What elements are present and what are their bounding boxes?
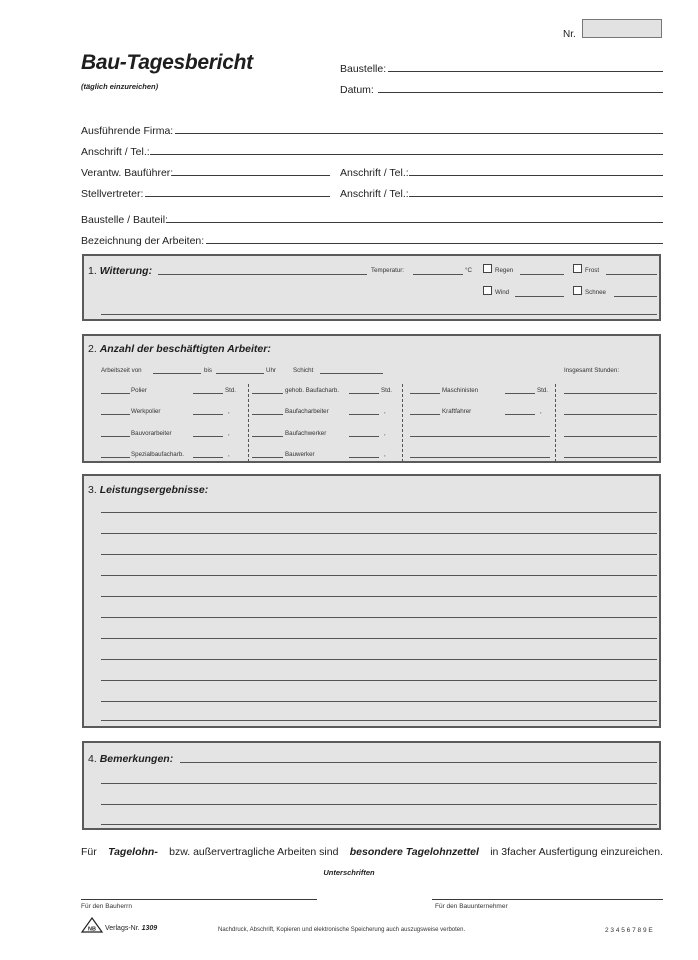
copyright-notice: Nachdruck, Abschrift, Kopieren und elektronische Speicherung auch auszugsweise verboten. — [218, 927, 466, 933]
bauleiter-field[interactable] — [172, 175, 330, 176]
stellvertreter-field[interactable] — [145, 196, 330, 197]
leistung-line[interactable] — [101, 596, 657, 597]
verlag-nr: Verlags-Nr. 1309 — [105, 925, 158, 932]
publisher-logo — [81, 917, 103, 933]
stellvertreter-label: Stellvertreter: — [81, 188, 144, 200]
wind-field[interactable] — [515, 296, 564, 297]
arbeiten-field[interactable] — [206, 243, 663, 244]
polier-label: Polier — [131, 387, 147, 394]
anschrift-3-field[interactable] — [409, 196, 663, 197]
bemerkungen-title: 4. Bemerkungen: — [88, 753, 174, 765]
witterung-title: 1. Witterung: — [88, 265, 153, 277]
gehob-baufacharb-label: gehob. Baufacharb. — [285, 387, 340, 394]
firma-field[interactable] — [175, 133, 663, 134]
witterung-field[interactable] — [158, 274, 367, 275]
anschrift-2-field[interactable] — [409, 175, 663, 176]
werkpolier-hours[interactable] — [193, 414, 223, 415]
kraftfahrer-label: Kraftfahrer — [442, 408, 472, 415]
frost-label: Frost — [585, 267, 600, 274]
baufacharbeiter-count[interactable] — [252, 414, 283, 415]
werkpolier-count[interactable] — [101, 414, 130, 415]
bis-label: bis — [204, 367, 212, 374]
schicht-label: Schicht — [293, 367, 314, 374]
anschrift-2-label: Anschrift / Tel.: — [340, 167, 409, 179]
witterung-extra-line[interactable] — [101, 314, 657, 315]
kraftfahrer-hours[interactable] — [505, 414, 535, 415]
leistung-line[interactable] — [101, 720, 657, 721]
insgesamt-line[interactable] — [564, 393, 657, 394]
signatures-heading: Unterschriften — [323, 868, 375, 877]
leistung-line[interactable] — [101, 617, 657, 618]
nr-label: Nr. — [563, 29, 576, 40]
baufachwerker-hours[interactable] — [349, 436, 379, 437]
regen-checkbox[interactable] — [483, 264, 492, 273]
ditto-mark: , — [540, 408, 542, 415]
leistung-title: 3. Leistungsergebnisse: — [88, 484, 209, 496]
unternehmer-label: Für den Bauunternehmer — [435, 903, 508, 910]
column-divider — [555, 384, 556, 462]
arbeitszeit-von-field[interactable] — [153, 373, 201, 374]
arbeiter-title: 2. Anzahl der beschäftigten Arbeiter: — [88, 343, 271, 355]
gehob-baufacharb-hours[interactable] — [349, 393, 379, 394]
insgesamt-label: Insgesamt Stunden: — [564, 367, 620, 374]
polier-count[interactable] — [101, 393, 130, 394]
schicht-field[interactable] — [320, 373, 383, 374]
schnee-field[interactable] — [614, 296, 657, 297]
bauleiter-label: Verantw. Bauführer: — [81, 167, 174, 179]
ditto-mark: , — [384, 408, 386, 415]
regen-field[interactable] — [520, 274, 564, 275]
arbeitszeit-bis-field[interactable] — [216, 373, 264, 374]
section-arbeiter — [82, 334, 661, 463]
insgesamt-line[interactable] — [564, 436, 657, 437]
section-bemerkungen — [82, 741, 661, 830]
frost-field[interactable] — [606, 274, 657, 275]
bauwerker-count[interactable] — [252, 457, 283, 458]
wind-label: Wind — [495, 289, 510, 296]
page-title: Bau-Tagesbericht — [81, 51, 253, 74]
leistung-line[interactable] — [101, 659, 657, 660]
std-label: Std. — [381, 387, 393, 394]
tagelohn-note: Für Tagelohn- bzw. außervertragliche Arbeiten sind besondere Tagelohnzettel in 3facher Ausfertigung einzureichen. — [81, 846, 663, 858]
std-label: Std. — [537, 387, 549, 394]
gehob-baufacharb-count[interactable] — [252, 393, 283, 394]
firma-label: Ausführende Firma: — [81, 125, 174, 137]
wind-checkbox[interactable] — [483, 286, 492, 295]
bauteil-label: Baustelle / Bauteil: — [81, 214, 168, 226]
uhr-label: Uhr — [266, 367, 276, 374]
datum-label: Datum: — [340, 84, 374, 96]
ditto-mark: , — [228, 408, 230, 415]
nr-field[interactable] — [582, 19, 662, 38]
baustelle-label: Baustelle: — [340, 63, 387, 75]
column-divider — [402, 384, 403, 462]
ditto-mark: , — [228, 451, 230, 458]
bauvorarbeiter-count[interactable] — [101, 436, 130, 437]
leistung-line[interactable] — [101, 533, 657, 534]
baustelle-field[interactable] — [388, 71, 663, 72]
ditto-mark: , — [384, 451, 386, 458]
leistung-line[interactable] — [101, 701, 657, 702]
arbeitszeit-label: Arbeitszeit von — [101, 367, 142, 374]
ditto-mark: , — [384, 430, 386, 437]
kraftfahrer-count[interactable] — [410, 414, 440, 415]
bemerkungen-line[interactable] — [180, 762, 657, 763]
bauherr-signature-line[interactable] — [81, 899, 317, 900]
leistung-line[interactable] — [101, 512, 657, 513]
insgesamt-line[interactable] — [564, 414, 657, 415]
maschinisten-hours[interactable] — [505, 393, 535, 394]
bauwerker-hours[interactable] — [349, 457, 379, 458]
polier-hours[interactable] — [193, 393, 223, 394]
leistung-line[interactable] — [101, 680, 657, 681]
bemerkungen-line[interactable] — [101, 783, 657, 784]
frost-checkbox[interactable] — [573, 264, 582, 273]
spezialbaufacharb-hours[interactable] — [193, 457, 223, 458]
anschrift-label: Anschrift / Tel.: — [81, 146, 150, 158]
schnee-label: Schnee — [585, 289, 606, 296]
celsius-unit: °C — [465, 267, 472, 274]
bauvorarbeiter-label: Bauvorarbeiter — [131, 430, 172, 437]
column-divider — [248, 384, 249, 462]
std-label: Std. — [225, 387, 237, 394]
anschrift-3-label: Anschrift / Tel.: — [340, 188, 409, 200]
maschinisten-count[interactable] — [410, 393, 440, 394]
bauteil-field[interactable] — [166, 222, 663, 223]
logo-text: NB — [88, 926, 96, 933]
insgesamt-line[interactable] — [564, 457, 657, 458]
ditto-mark: , — [228, 430, 230, 437]
anschrift-field[interactable] — [150, 154, 663, 155]
datum-field[interactable] — [378, 92, 663, 93]
arbeiten-label: Bezeichnung der Arbeiten: — [81, 235, 205, 247]
baufacharbeiter-hours[interactable] — [349, 414, 379, 415]
leistung-line[interactable] — [101, 575, 657, 576]
section-leistung — [82, 474, 661, 728]
bauwerker-label: Bauwerker — [285, 451, 315, 458]
section-witterung — [82, 254, 661, 321]
baufachwerker-label: Baufachwerker — [285, 430, 327, 437]
extra-worker-line[interactable] — [410, 436, 550, 437]
spezialbaufacharb-count[interactable] — [101, 457, 130, 458]
bemerkungen-line[interactable] — [101, 804, 657, 805]
baufacharbeiter-label: Baufacharbeiter — [285, 408, 329, 415]
regen-label: Regen — [495, 267, 514, 274]
temperatur-field[interactable] — [413, 274, 463, 275]
unternehmer-signature-line[interactable] — [432, 899, 663, 900]
bauvorarbeiter-hours[interactable] — [193, 436, 223, 437]
temperatur-label: Temperatur: — [371, 267, 405, 274]
werkpolier-label: Werkpolier — [131, 408, 161, 415]
maschinisten-label: Maschinisten — [442, 387, 479, 394]
spezialbaufacharb-label: Spezialbaufacharb. — [131, 451, 184, 458]
schnee-checkbox[interactable] — [573, 286, 582, 295]
leistung-line[interactable] — [101, 554, 657, 555]
baufachwerker-count[interactable] — [252, 436, 283, 437]
extra-worker-line[interactable] — [410, 457, 550, 458]
bauherr-label: Für den Bauherrn — [81, 903, 132, 910]
leistung-line[interactable] — [101, 638, 657, 639]
bemerkungen-line[interactable] — [101, 824, 657, 825]
page-subtitle: (täglich einzureichen) — [81, 82, 159, 91]
article-code: 2 3 4 5 6 7 8 9 E — [605, 927, 653, 934]
